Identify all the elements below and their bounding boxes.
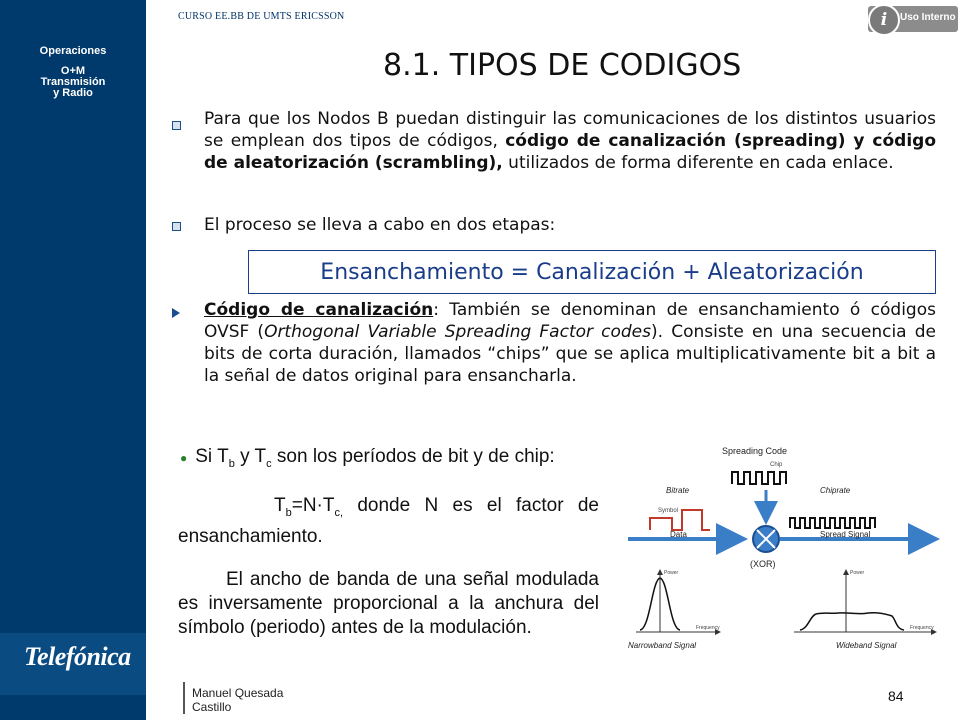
channelization-term: Código de canalización bbox=[204, 300, 434, 320]
xor-label: (XOR) bbox=[750, 559, 776, 569]
info-icon: i bbox=[868, 4, 900, 36]
page-title: 8.1. TIPOS DE CODIGOS bbox=[383, 48, 742, 83]
power-label-1: Power bbox=[664, 570, 679, 576]
sidebar-title-line-1: Operaciones bbox=[39, 45, 107, 57]
formula-ntc: =N·T bbox=[291, 495, 335, 516]
formula-tb: T bbox=[274, 495, 286, 516]
periods-paragraph bbox=[178, 445, 599, 476]
telefonica-logo: Telefónica bbox=[24, 642, 131, 671]
data-label: Data bbox=[670, 530, 687, 539]
square-bullet-icon bbox=[172, 222, 181, 231]
course-header: CURSO EE.BB DE UMTS ERICSSON bbox=[178, 11, 345, 22]
frequency-label-1: Frequency bbox=[696, 625, 720, 631]
sub-b: b bbox=[228, 457, 235, 470]
spread-waveform bbox=[790, 518, 875, 528]
sidebar-title-line-2: O+M bbox=[60, 65, 86, 77]
sidebar-title-line-4: y Radio bbox=[53, 87, 93, 99]
sub-c: c, bbox=[334, 506, 344, 519]
chip-waveform bbox=[732, 472, 786, 484]
intro-text: Para que los Nodos B puedan distinguir las comunicaciones de los distintos usuarios se emplean dos tipos de códigos, bbox=[204, 109, 936, 151]
spreading-factor-text: donde N es el factor de ensanchamiento. bbox=[178, 495, 599, 547]
narrowband-label: Narrowband Signal bbox=[628, 641, 697, 650]
sub-c: c bbox=[266, 457, 272, 470]
spreading-factor-paragraph bbox=[178, 494, 599, 549]
periods-text-mid: y T bbox=[234, 446, 267, 467]
paragraph-two-stages: El proceso se lleva a cabo en dos etapas: bbox=[204, 215, 556, 235]
chip-label: Chip bbox=[770, 462, 783, 468]
spreading-diagram bbox=[624, 440, 944, 652]
bandwidth-paragraph: El ancho de banda de una señal modulada es inversamente proporcional a la anchura del símbolo (periodo) antes de la modulación. bbox=[178, 569, 599, 638]
periods-text-a: Si T bbox=[195, 446, 229, 467]
channelization-text: : También se denominan de ensanchamiento ó códigos OVSF ( bbox=[204, 300, 936, 342]
chiprate-label: Chiprate bbox=[820, 486, 851, 495]
sidebar bbox=[0, 0, 146, 720]
channelization-text-end: ). Consiste en una secuencia de bits de corta duración, llamados “chips” que se aplica multiplicativamente bit a bit a la señal de datos original para ensancharla. bbox=[204, 322, 936, 386]
sub-b: b bbox=[285, 506, 292, 519]
spread-signal-label: Spread Signal bbox=[820, 530, 871, 539]
author bbox=[192, 686, 283, 714]
author-line-1: Manuel Quesada bbox=[192, 686, 284, 700]
intro-bold-text: código de canalización (spreading) y código de aleatorización (scrambling), bbox=[204, 131, 936, 173]
intro-text-end: utilizados de forma diferente en cada enlace. bbox=[502, 153, 894, 173]
wideband-curve bbox=[800, 613, 904, 630]
dot-bullet-icon: ● bbox=[180, 451, 188, 465]
paragraph-codes-intro bbox=[204, 108, 936, 174]
spreading-code-label: Spreading Code bbox=[722, 446, 788, 456]
symbol-label: Symbol bbox=[658, 508, 679, 514]
sidebar-title-line-3: Transmisión bbox=[40, 76, 106, 88]
footer-divider bbox=[183, 682, 185, 714]
periods-text-end: son los períodos de bit y de chip: bbox=[271, 446, 555, 467]
wideband-label: Wideband Signal bbox=[836, 641, 897, 650]
frequency-label-2: Frequency bbox=[910, 625, 934, 631]
ovsf-italic: Orthogonal Variable Spreading Factor codes bbox=[264, 322, 652, 342]
square-bullet-icon bbox=[172, 121, 181, 130]
formula-box bbox=[248, 250, 936, 294]
arrow-bullet-icon bbox=[172, 308, 180, 318]
page-number: 84 bbox=[888, 688, 904, 704]
author-line-2: Castillo bbox=[192, 700, 232, 714]
formula-text: Ensanchamiento = Canalización + Aleatorización bbox=[320, 259, 864, 285]
bitrate-label: Bitrate bbox=[666, 486, 690, 495]
badge-label: Uso Interno bbox=[900, 12, 956, 23]
power-label-2: Power bbox=[850, 570, 865, 576]
paragraph-channelization-code bbox=[204, 299, 936, 387]
